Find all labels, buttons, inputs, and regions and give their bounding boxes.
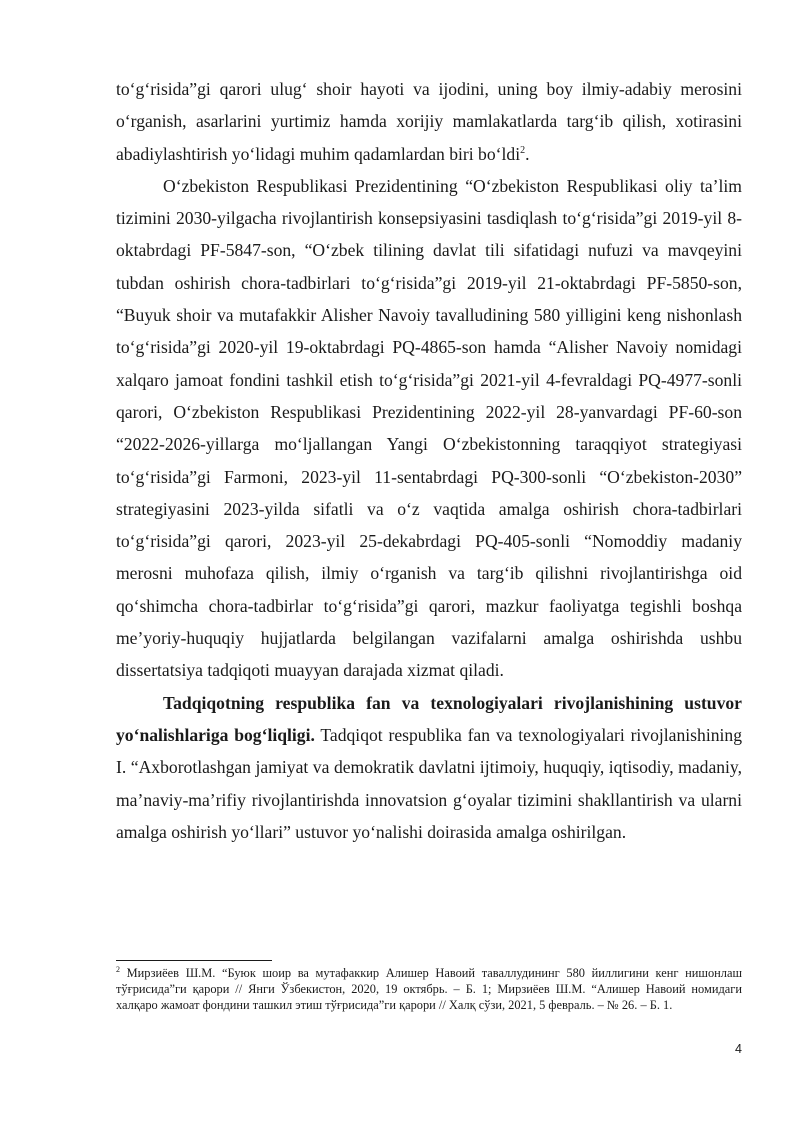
- paragraph-research-priority: [116, 687, 742, 848]
- footnote-text: Мирзиёев Ш.М. “Буюк шоир ва мутафаккир Алишер Навоий таваллудининг 580 йиллигини кенг нишонлаш тўғрисида”ги қарори // Янги Ўзбекистон, 2020, 19 октябрь. – Б. 1; Мирзиёев Ш.М. “Алишер Навоий номидаги халқаро жамоат фондини ташкил этиш тўғрисида”ги қарори // Халқ сўзи, 2021, 5 февраль. – № 26. – Б. 1.: [116, 966, 742, 1012]
- footnote: [116, 966, 742, 1013]
- footnote-reference: 2: [520, 144, 526, 156]
- footnote-separator: [116, 960, 272, 961]
- paragraph-text: Tadqiqot respublika fan va texnologiyalari rivojlanishining I. “Axborotlashgan jamiyat va demokratik davlatni ijtimoiy, huquqiy, iqtisodiy, madaniy, ma’naviy-ma’rifiy rivojlantirishda innovatsion g‘oyalar tizimini shakllantirish va ularni amalga oshirish yo‘llari” ustuvor yo‘nalishi doirasida amalga oshirilgan.: [116, 724, 742, 842]
- page-number: 4: [735, 1042, 742, 1056]
- paragraph-intro-continuation: [116, 73, 742, 170]
- paragraph-legal-documents: O‘zbekiston Respublikasi Prezidentining “O‘zbekiston Respublikasi oliy ta’lim tizimini 2030-yilgacha rivojlantirish konsepsiyasini tasdiqlash to‘g‘risida”gi 2019-yil 8-oktabrdagi PF-5847-son, “O‘zbek tilining davlat tili sifatidagi nufuzi va mavqeyini tubdan oshirish chora-tadbirlari to‘g‘risida”gi 2019-yil 21-oktabrdagi PF-5850-son, “Buyuk shoir va mutafakkir Alisher Navoiy tavalludining 580 yilligini keng nishonlash to‘g‘risida”gi 2020-yil 19-oktabrdagi PQ-4865-son hamda “Alisher Navoiy nomidagi xalqaro jamoat fondini tashkil etish to‘g‘risida”gi 2021-yil 4-fevraldagi PQ-4977-sonli qarori, O‘zbekiston Respublikasi Prezidentining 2022-yil 28-yanvardagi PF-60-son “2022-2026-yillarga mo‘ljallangan Yangi O‘zbekistonning taraqqiyot strategiyasi to‘g‘risida”gi Farmoni, 2023-yil 11-sentabrdagi PQ-300-sonli “O‘zbekiston-2030” strategiyasini 2023-yilda sifatli va o‘z vaqtida amalga oshirish chora-tadbirlari to‘g‘risida”gi qarori, 2023-yil 25-dekabrdagi PQ-405-sonli “Nomoddiy madaniy merosni muhofaza qilish, ilmiy o‘rganish va targ‘ib qilishni rivojlantirishga oid qo‘shimcha chora-tadbirlar to‘g‘risida”gi qarori, mazkur faoliyatga tegishli boshqa me’yoriy-huquqiy hujjatlarda belgilangan vazifalarni amalga oshirishda ushbu dissertatsiya tadqiqoti muayyan darajada xizmat qiladi.: [116, 175, 742, 681]
- section-heading-inline: Tadqiqotning respublika fan va texnologiyalari rivojlanishining ustuvor yo‘nalishlariga bog‘liqligi.: [116, 692, 742, 745]
- paragraph-end-punctuation: .: [525, 143, 530, 164]
- paragraph-text: to‘g‘risida”gi qarori ulug‘ shoir hayoti va ijodini, uning boy ilmiy-adabiy merosini o‘rganish, asarlarini yurtimiz hamda xorijiy mamlakatlarda targ‘ib qilish, xotirasini abadiylashtirish yo‘lidagi muhim qadamlardan biri bo‘ldi: [116, 79, 742, 164]
- footnote-marker: 2: [116, 964, 120, 974]
- body-text: [116, 73, 742, 848]
